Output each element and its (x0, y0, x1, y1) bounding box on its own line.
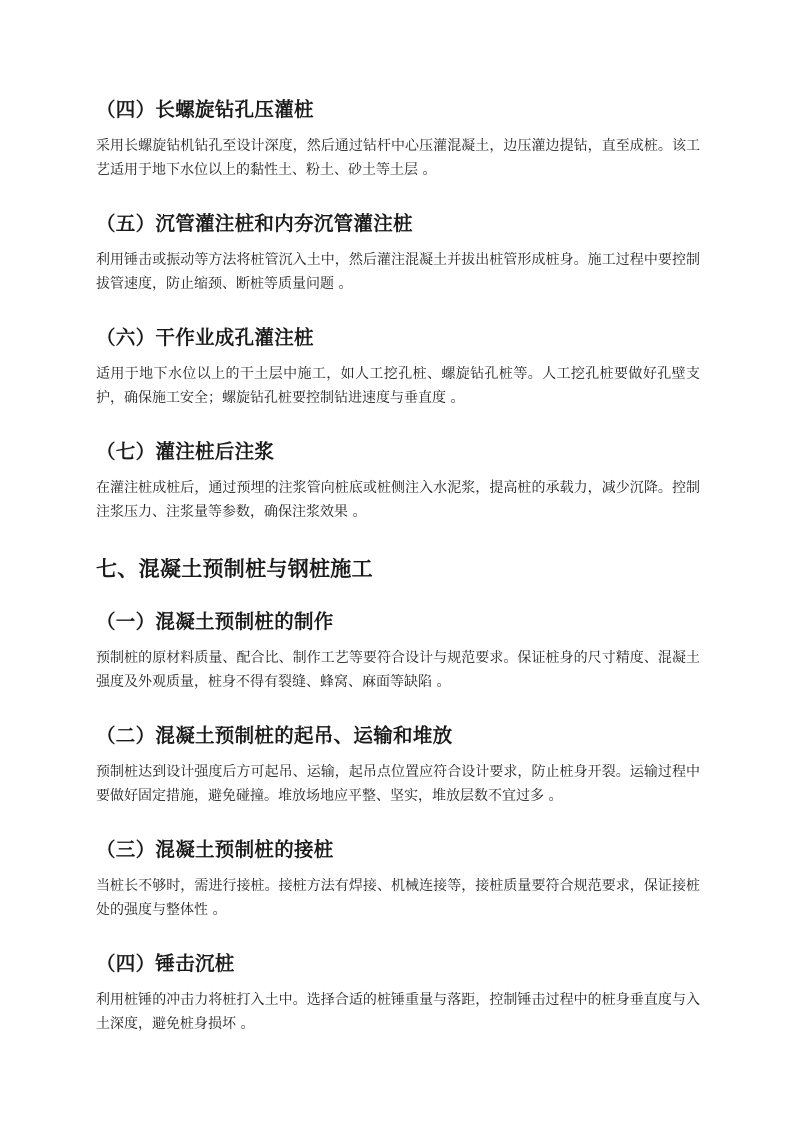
chapter-heading-precast-steel-pile: 七、混凝土预制桩与钢桩施工 (96, 557, 373, 581)
paragraph-precast-pile-splicing: 当桩长不够时，需进行接桩。接桩方法有焊接、机械连接等，接桩质量要符合规范要求，保证接桩处的强度与整体性 。 (96, 878, 700, 918)
heading-sinking-tube-pile: （五）沉管灌注桩和内夯沉管灌注桩 (96, 212, 413, 235)
paragraph-post-grouting: 在灌注桩成桩后，通过预埋的注浆管向桩底或桩侧注入水泥浆，提高桩的承载力，减少沉降。控制注浆压力、注浆量等参数，确保注浆效果 。 (96, 480, 700, 520)
heading-long-spiral-pile: （四）长螺旋钻孔压灌桩 (96, 98, 314, 121)
heading-post-grouting: （七）灌注桩后注浆 (96, 440, 275, 463)
paragraph-precast-pile-fabrication: 预制桩的原材料质量、配合比、制作工艺等要符合设计与规范要求。保证桩身的尺寸精度、混凝土强度及外观质量，桩身不得有裂缝、蜂窝、麻面等缺陷 。 (96, 650, 700, 690)
paragraph-hammer-driven-pile: 利用桩锤的冲击力将桩打入土中。选择合适的桩锤重量与落距，控制锤击过程中的桩身垂直度与入土深度，避免桩身损坏 。 (96, 992, 700, 1032)
document-page (96, 88, 700, 1036)
paragraph-sinking-tube-pile: 利用锤击或振动等方法将桩管沉入土中，然后灌注混凝土并拔出桩管形成桩身。施工过程中要控制拔管速度，防止缩颈、断桩等质量问题 。 (96, 252, 700, 292)
heading-precast-pile-splicing: （三）混凝土预制桩的接桩 (96, 838, 334, 861)
heading-dry-bored-pile: （六）干作业成孔灌注桩 (96, 326, 314, 349)
paragraph-dry-bored-pile: 适用于地下水位以上的干土层中施工，如人工挖孔桩、螺旋钻孔桩等。人工挖孔桩要做好孔壁支护，确保施工安全；螺旋钻孔桩要控制钻进速度与垂直度 。 (96, 366, 700, 406)
heading-precast-pile-lifting: （二）混凝土预制桩的起吊、运输和堆放 (96, 724, 453, 747)
heading-hammer-driven-pile: （四）锤击沉桩 (96, 952, 235, 975)
paragraph-long-spiral-pile: 采用长螺旋钻机钻孔至设计深度，然后通过钻杆中心压灌混凝土，边压灌边提钻，直至成桩。该工艺适用于地下水位以上的黏性土、粉土、砂土等土层 。 (96, 138, 700, 178)
heading-precast-pile-fabrication: （一）混凝土预制桩的制作 (96, 610, 334, 633)
paragraph-precast-pile-lifting: 预制桩达到设计强度后方可起吊、运输，起吊点位置应符合设计要求，防止桩身开裂。运输过程中要做好固定措施，避免碰撞。堆放场地应平整、坚实，堆放层数不宜过多 。 (96, 764, 700, 804)
